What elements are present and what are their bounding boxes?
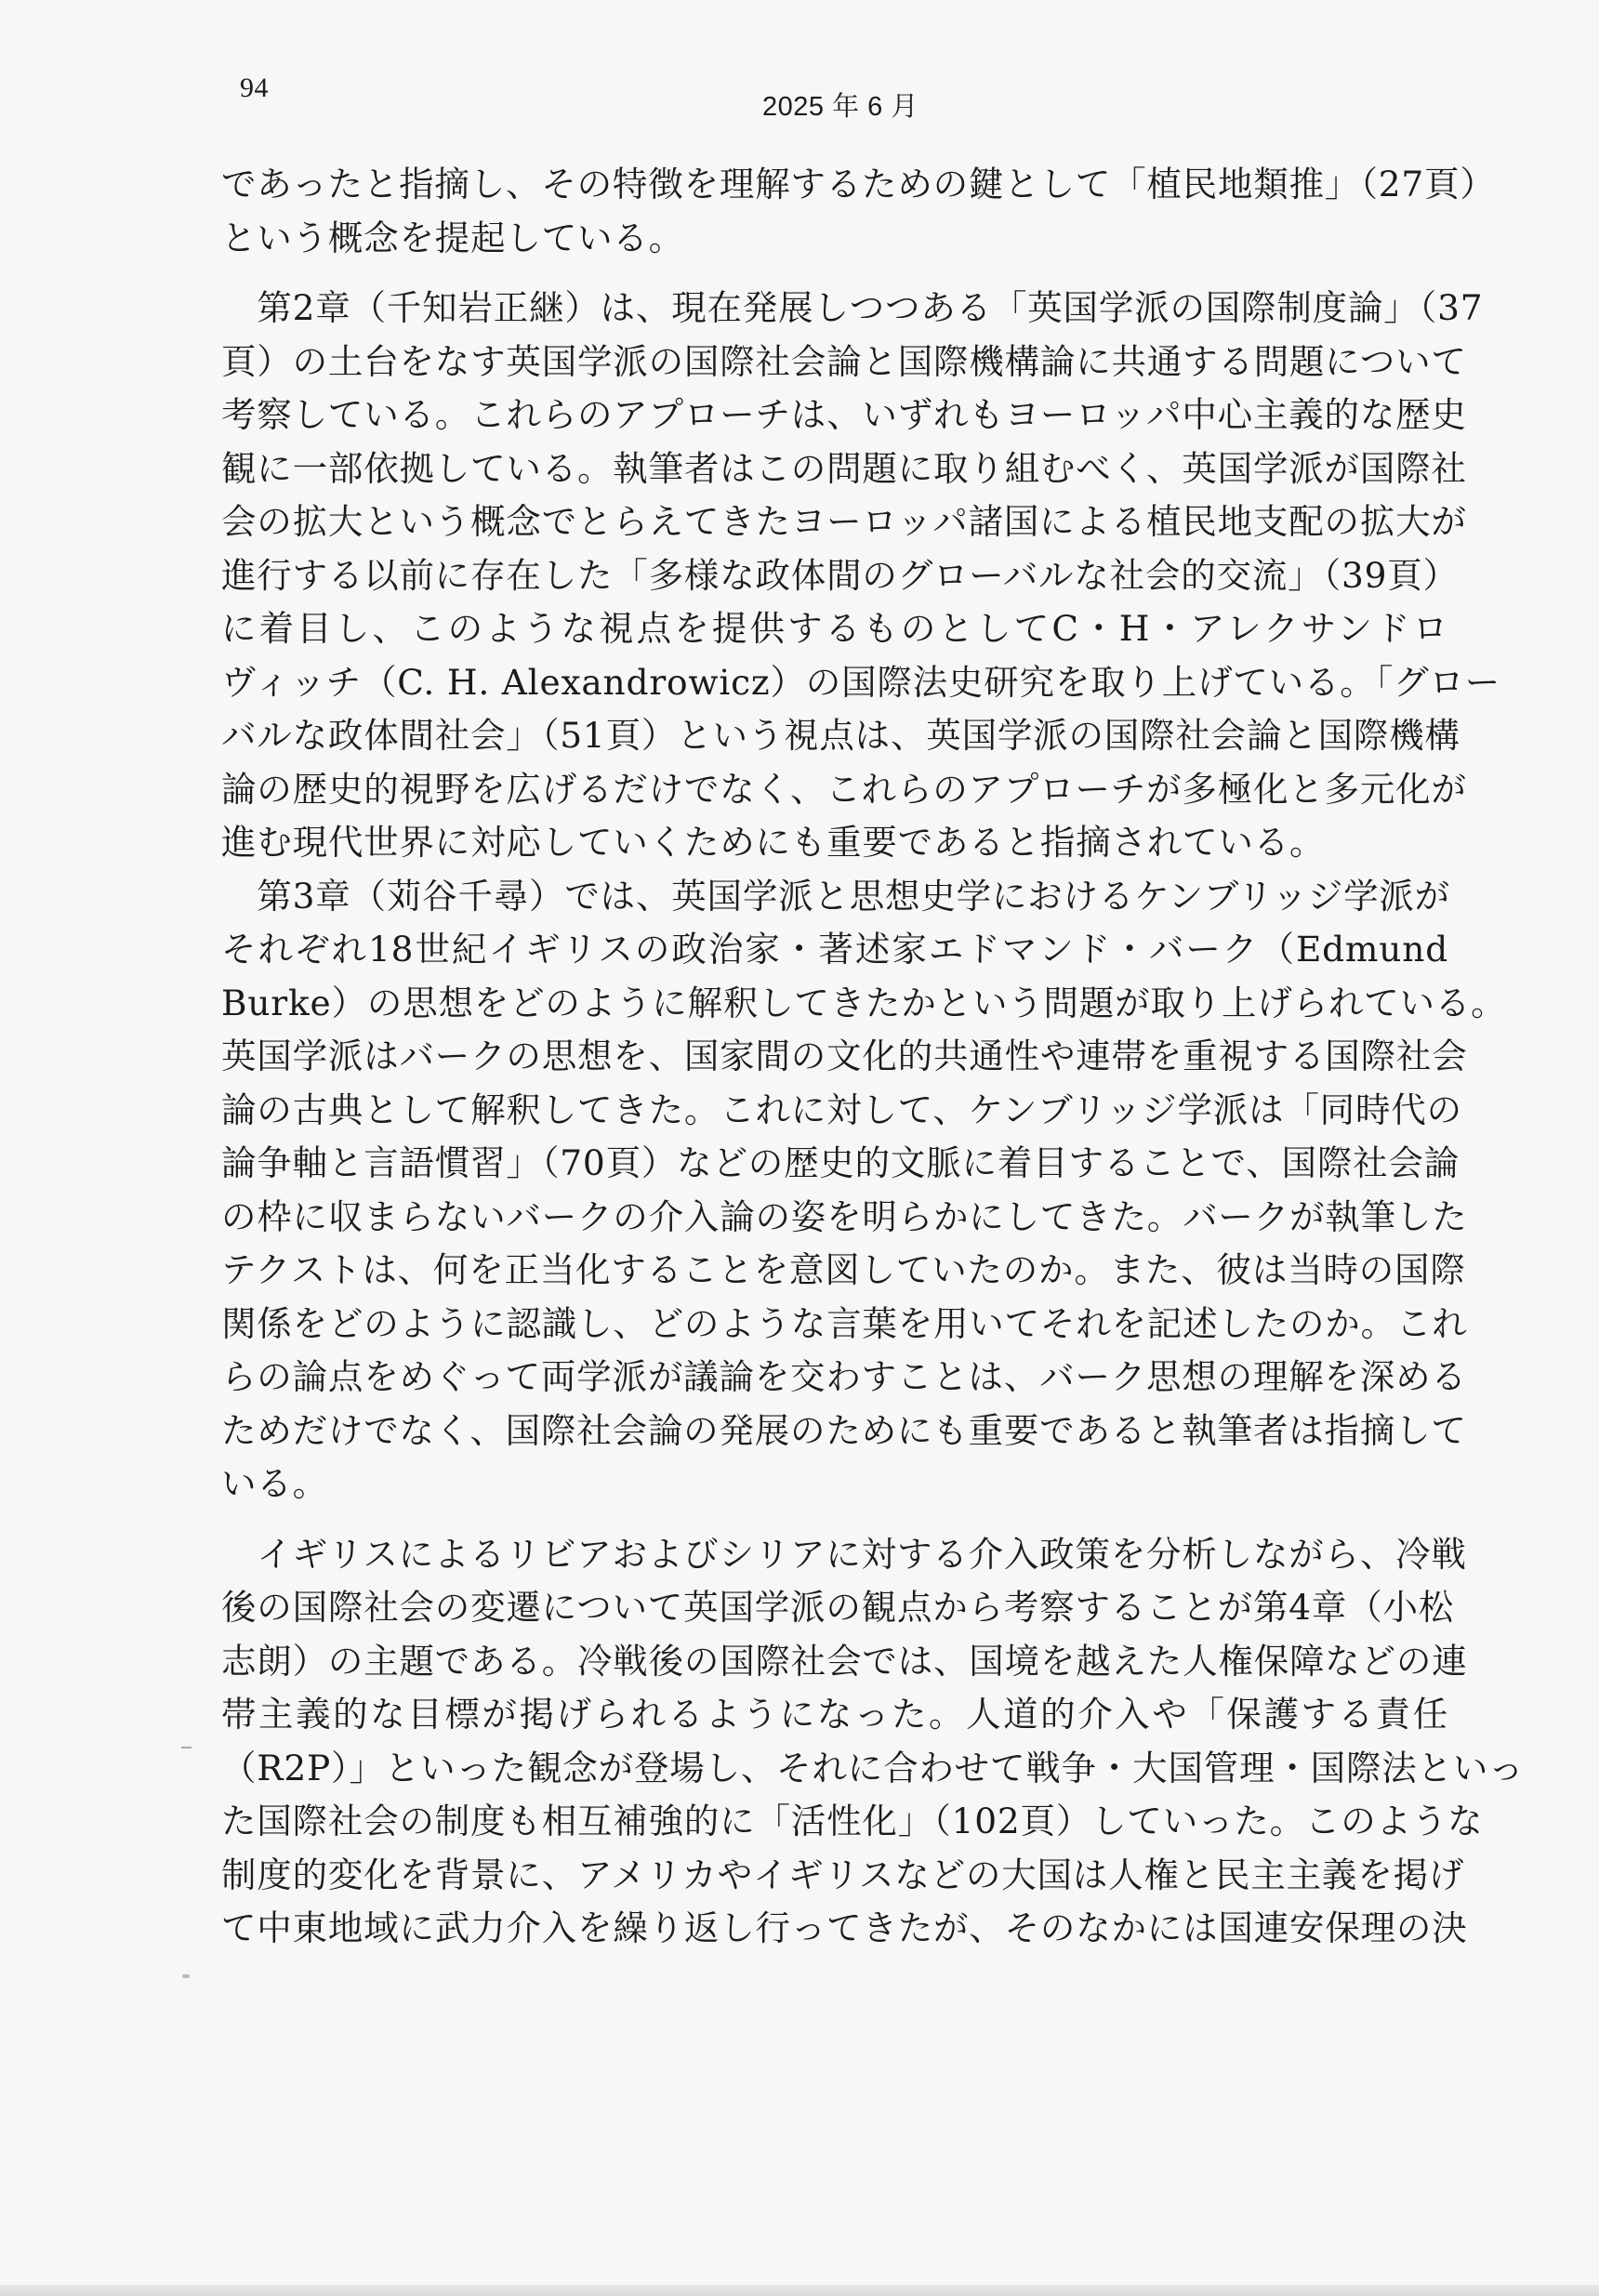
text-line: 論争軸と言語慣習」（70頁）などの歴史的文脈に着目することで、国際社会論 [221,1142,1460,1183]
text-line: であったと指摘し、その特徴を理解するための鍵として「植民地類推」（27頁） [221,164,1496,205]
text-line: 関係をどのように認識し、どのような言葉を用いてそれを記述したのか。これ [221,1302,1468,1344]
text-line: それぞれ18世紀イギリスの政治家・著述家エドマンド・バーク（Edmund [221,929,1448,970]
paragraph-gap [221,1511,1448,1528]
text-line: 考察している。これらのアプローチは、いずれもヨーロッパ中心主義的な歴史 [221,394,1467,435]
text-line: に着目し、このような視点を提供するものとしてC・H・アレクサンドロ [221,608,1448,649]
text-line: 進行する以前に存在した「多様な政体間のグローバルな社会的交流」（39頁） [221,554,1459,596]
text-line: 英国学派はバークの思想を、国家間の文化的共通性や連帯を重視する国際社会 [221,1036,1468,1076]
text-line: イギリスによるリビアおよびシリアに対する介入政策を分析しながら、冷戦 [221,1533,1467,1575]
text-line: （R2P）」といった観念が登場し、それに合わせて戦争・大国管理・国際法といっ [221,1747,1525,1788]
body-text [221,158,1525,1956]
text-line: バルな政体間社会」（51頁）という視点は、英国学派の国際社会論と国際機構 [221,715,1460,756]
text-line: た国際社会の制度も相互補強的に「活性化」（102頁）していった。このような [221,1801,1484,1841]
text-line: いる。 [221,1463,328,1504]
text-line: て中東地域に武力介入を繰り返し行ってきたが、そのなかには国連安保理の決 [221,1907,1468,1948]
text-line: ためだけでなく、国際社会論の発展のためにも重要であると執筆者は指摘して [221,1409,1467,1451]
text-line: 頁）の土台をなす英国学派の国際社会論と国際機構論に共通する問題について [221,340,1467,382]
text-line: ヴィッチ（C. H. Alexandrowicz）の国際法史研究を取り上げている。「グロー [221,661,1501,703]
text-line: 進む現代世界に対応していくためにも重要であると指摘されている。 [221,822,1326,863]
text-line: 会の拡大という概念でとらえてきたヨーロッパ諸国による植民地支配の拡大が [221,501,1467,542]
text-line: 第2章（千知岩正継）は、現在発展しつつある「英国学派の国際制度論」（37 [221,287,1484,328]
text-line: 論の古典として解釈してきた。これに対して、ケンブリッジ学派は「同時代の [221,1089,1462,1130]
scan-mark [182,1974,190,1978]
scan-mark [181,1747,192,1748]
text-line: 帯主義的な目標が掲げられるようになった。人道的介入や「保護する責任 [221,1694,1448,1735]
text-line: らの論点をめぐって両学派が議論を交わすことは、バーク思想の理解を深める [221,1356,1467,1397]
text-line: Burke）の思想をどのように解釈してきたかという問題が取り上げられている。 [221,982,1507,1023]
running-header-date: 2025 年 6 月 [762,92,918,122]
text-line: の枠に収まらないバークの介入論の姿を明らかにしてきた。バークが執筆した [221,1195,1468,1237]
text-line: 観に一部依拠している。執筆者はこの問題に取り組むべく、英国学派が国際社 [221,447,1467,489]
scan-edge [0,2285,1599,2296]
page-number: 94 [240,73,269,103]
text-line: 後の国際社会の変遷について英国学派の観点から考察することが第4章（小松 [221,1587,1455,1628]
text-line: 第3章（苅谷千尋）では、英国学派と思想史学におけるケンブリッジ学派が [221,875,1450,917]
paragraph-gap [221,265,1448,282]
text-line: 志朗）の主題である。冷戦後の国際社会では、国境を越えた人権保障などの連 [221,1640,1468,1682]
text-line: という概念を提起している。 [221,217,684,258]
text-line: テクストは、何を正当化することを意図していたのか。また、彼は当時の国際 [221,1249,1466,1290]
text-line: 論の歴史的視野を広げるだけでなく、これらのアプローチが多極化と多元化が [221,768,1467,810]
text-line: 制度的変化を背景に、アメリカやイギリスなどの大国は人権と民主主義を掲げ [221,1854,1465,1895]
